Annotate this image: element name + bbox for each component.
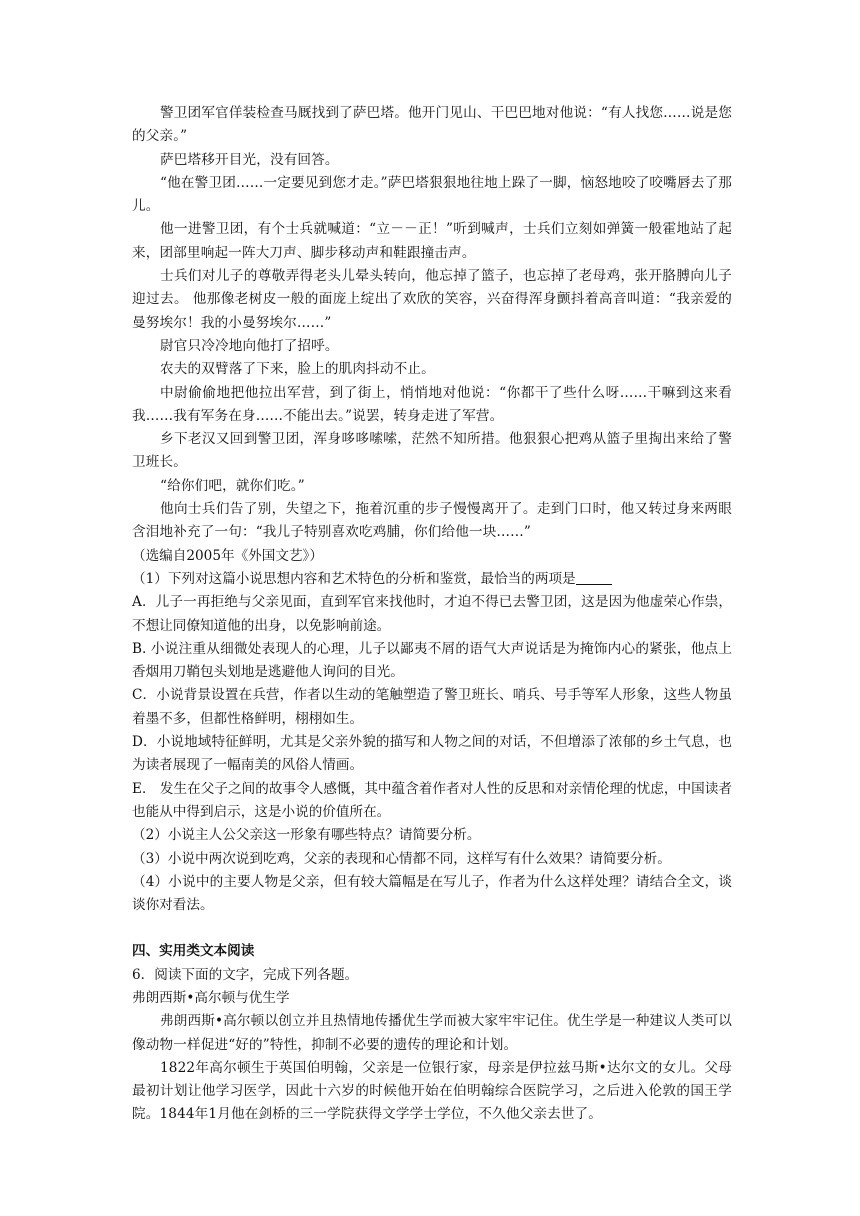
story-paragraph: “他在警卫团……一定要见到您才走。”萨巴塔狠狠地往地上跺了一脚，恼怒地咬了咬嘴唇去了那儿。 — [132, 174, 732, 215]
story-paragraph: 中尉偷偷地把他拉出军营，到了街上，悄悄地对他说：“你都干了些什么呀……干嘛到这来看我……我有军务在身……不能出去。”说罢，转身走进了军营。 — [132, 384, 732, 424]
article-title: 弗朗西斯•高尔顿与优生学 — [132, 989, 290, 1006]
story-paragraph: 尉官只冷冷地向他打了招呼。 — [160, 337, 339, 354]
question-3: （3）小说中两次说到吃鸡，父亲的表现和心情都不同，这样写有什么效果？请简要分析。 — [132, 850, 671, 867]
story-paragraph: 警卫团军官佯装检查马厩找到了萨巴塔。他开门见山、干巴巴地对他说：“有人找您……说是您的父亲。” — [132, 105, 732, 145]
story-paragraph: 萨巴塔移开目光，没有回答。 — [160, 151, 339, 168]
section-heading: 四、实用类文本阅读 — [132, 943, 255, 960]
question-1-text: （1）下列对这篇小说思想内容和艺术特色的分析和鉴赏，最恰当的两项是 — [132, 570, 576, 587]
story-paragraph: 他向士兵们告了别，失望之下，拖着沉重的步子慢慢离开了。走到门口时，他又转过身来两眼含泪地补充了一句：“我儿子特别喜欢吃鸡脯，你们给他一块……” — [132, 501, 732, 541]
story-paragraph: 乡下老汉又回到警卫团，浑身哆哆嗦嗦，茫然不知所措。他狠狠心把鸡从篮子里掏出来给了警卫班长。 — [132, 431, 732, 471]
question-2: （2）小说主人公父亲这一形象有哪些特点？请简要分析。 — [132, 827, 481, 844]
article-paragraph: 1822年高尔顿生于英国伯明翰，父亲是一位银行家，母亲是伊拉兹马斯•达尔文的女儿。父母最初计划让他学习医学，因此十六岁的时候他开始在伯明翰综合医院学习，之后进入伦敦的国王学院。1844年1月他在剑桥的三一学院获得文学学士学位，不久他父亲去世了。 — [132, 1059, 732, 1123]
source-note: （选编自2005年《外国文艺》） — [132, 547, 323, 564]
section-instruction: 6．阅读下面的文字，完成下列各题。 — [132, 966, 359, 983]
story-paragraph: 他一进警卫团，有个士兵就喊道：“立－－正！”听到喊声，士兵们立刻如弹簧一般霍地站了起来，团部里响起一阵大刀声、脚步移动声和鞋跟撞击声。 — [132, 221, 732, 261]
option-d: D．小说地域特征鲜明，尤其是父亲外貌的描写和人物之间的对话，不但增添了浓郁的乡土气息，也为读者展现了一幅南美的风俗人情画。 — [132, 734, 732, 774]
answer-blank — [576, 570, 612, 585]
question-4: （4）小说中的主要人物是父亲，但有较大篇幅是在写儿子，作者为什么这样处理？请结合全文，谈谈你对看法。 — [132, 873, 732, 914]
option-b: B. 小说注重从细微处表现人的心理，儿子以鄙夷不屑的语气大声说话是为掩饰内心的紧张，他点上香烟用刀鞘包头划地是逃避他人询问的目光。 — [132, 640, 732, 681]
article-paragraph: 弗朗西斯•高尔顿以创立并且热情地传播优生学而被大家牢牢记住。优生学是一种建议人类可以像动物一样促进“好的”特性，抑制不必要的遗传的理论和计划。 — [132, 1013, 732, 1053]
story-paragraph: 农夫的双臂落了下来，脸上的肌肉抖动不止。 — [160, 361, 435, 378]
option-a: A．儿子一再拒绝与父亲见面，直到军官来找他时，才迫不得已去警卫团，这是因为他虚荣心作祟，不想让同僚知道他的出身，以免影响前途。 — [132, 594, 732, 634]
story-paragraph: 士兵们对儿子的尊敬弄得老头儿晕头转向，他忘掉了篮子，也忘掉了老母鸡，张开胳膊向儿子迎过去。 他那像老树皮一般的面庞上绽出了欢欣的笑容，兴奋得浑身颤抖着高音叫道：“我亲爱的曼努埃尔！我的小曼努埃尔……” — [132, 268, 732, 331]
story-paragraph: “给你们吧，就你们吃。” — [160, 477, 305, 494]
option-e: E． 发生在父子之间的故事令人感慨，其中蕴含着作者对人性的反思和对亲情伦理的忧虑，中国读者也能从中得到启示，这是小说的价值所在。 — [132, 780, 732, 820]
question-1 — [132, 568, 732, 591]
option-c: C．小说背景设置在兵营，作者以生动的笔触塑造了警卫班长、哨兵、号手等军人形象，这些人物虽着墨不多，但都性格鲜明，栩栩如生。 — [132, 687, 732, 727]
